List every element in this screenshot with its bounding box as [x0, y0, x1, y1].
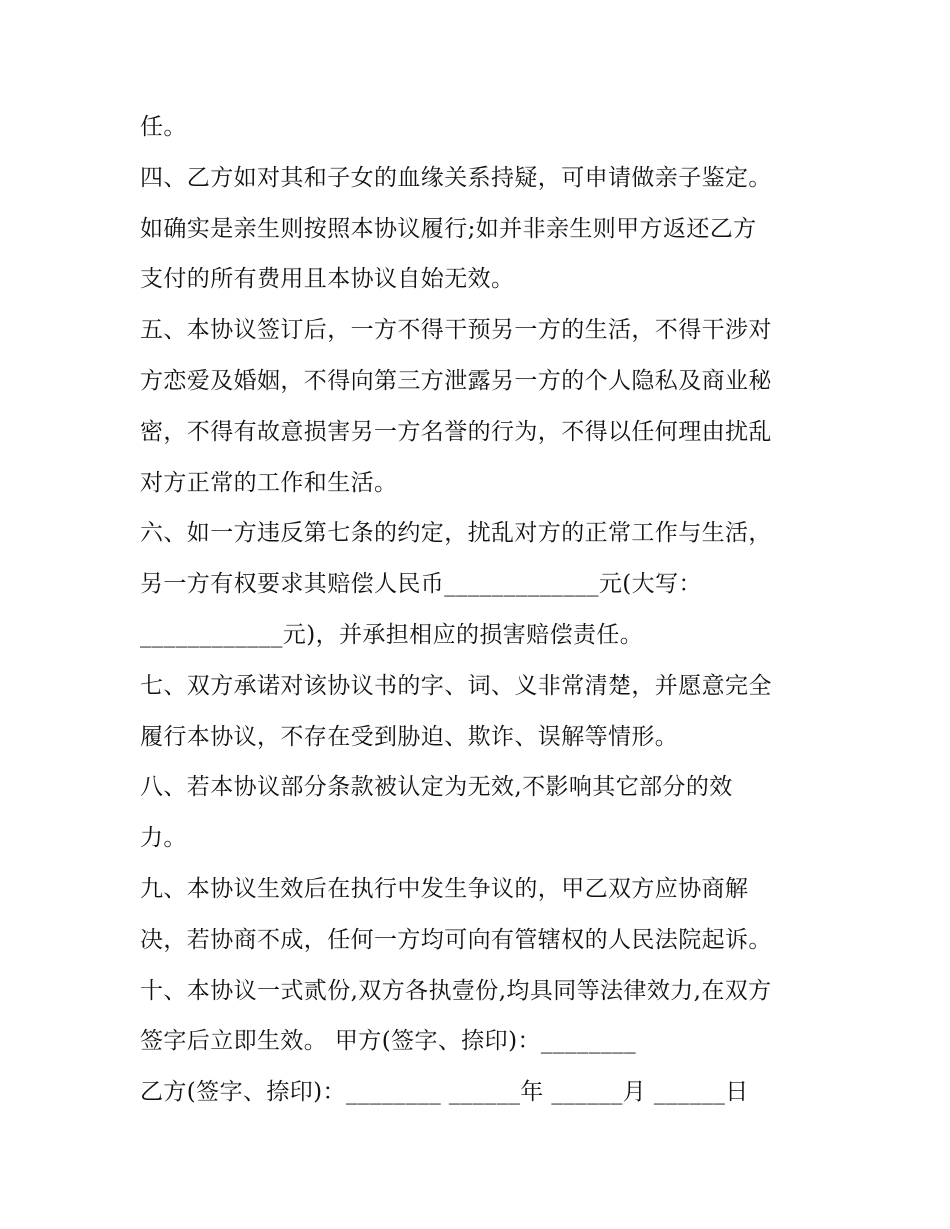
agreement-text [140, 102, 820, 1118]
clause-10-line: 十、本协议一式贰份,双方各执壹份,均具同等法律效力,在双方 [140, 977, 772, 1004]
signature-line-party-b: 乙方(签字、捺印)：________ ______年 ______月 ______日 [140, 1079, 749, 1106]
clause-6-line: ____________元)，并承担相应的损害赔偿责任。 [140, 621, 644, 648]
clause-5-line: 对方正常的工作和生活。 [140, 469, 398, 496]
clause-9-line: 决，若协商不成，任何一方均可向有管辖权的人民法院起诉。 [140, 926, 772, 953]
clause-4-line: 如确实是亲生则按照本协议履行;如并非亲生则甲方返还乙方 [140, 215, 757, 242]
clause-5-line: 密，不得有故意损害另一方名誉的行为，不得以任何理由扰乱 [140, 418, 772, 445]
clause-7-line: 履行本协议，不存在受到胁迫、欺诈、误解等情形。 [140, 723, 679, 750]
clause-6-line: 另一方有权要求其赔偿人民币_____________元(大写： [140, 571, 702, 598]
clause-9-line: 九、本协议生效后在执行中发生争议的，甲乙双方应协商解 [140, 875, 749, 902]
clause-8-line: 力。 [140, 825, 187, 852]
clause-5-line: 方恋爱及婚姻，不得向第三方泄露另一方的个人隐私及商业秘 [140, 367, 772, 394]
clause-6-line: 六、如一方违反第七条的约定，扰乱对方的正常工作与生活， [140, 520, 772, 547]
clause-5-line: 五、本协议签订后，一方不得干预另一方的生活，不得干涉对 [140, 317, 772, 344]
clause-4-line: 四、乙方如对其和子女的血缘关系持疑，可申请做亲子鉴定。 [140, 164, 772, 191]
signature-line-party-a: 签字后立即生效。 甲方(签字、捺印)：________ [140, 1028, 637, 1055]
clause-4-line: 支付的所有费用且本协议自始无效。 [140, 266, 515, 293]
clause-7-line: 七、双方承诺对该协议书的字、词、义非常清楚，并愿意完全 [140, 672, 772, 699]
text-line: 任。 [140, 114, 187, 140]
clause-8-line: 八、若本协议部分条款被认定为无效,不影响其它部分的效 [140, 774, 733, 801]
